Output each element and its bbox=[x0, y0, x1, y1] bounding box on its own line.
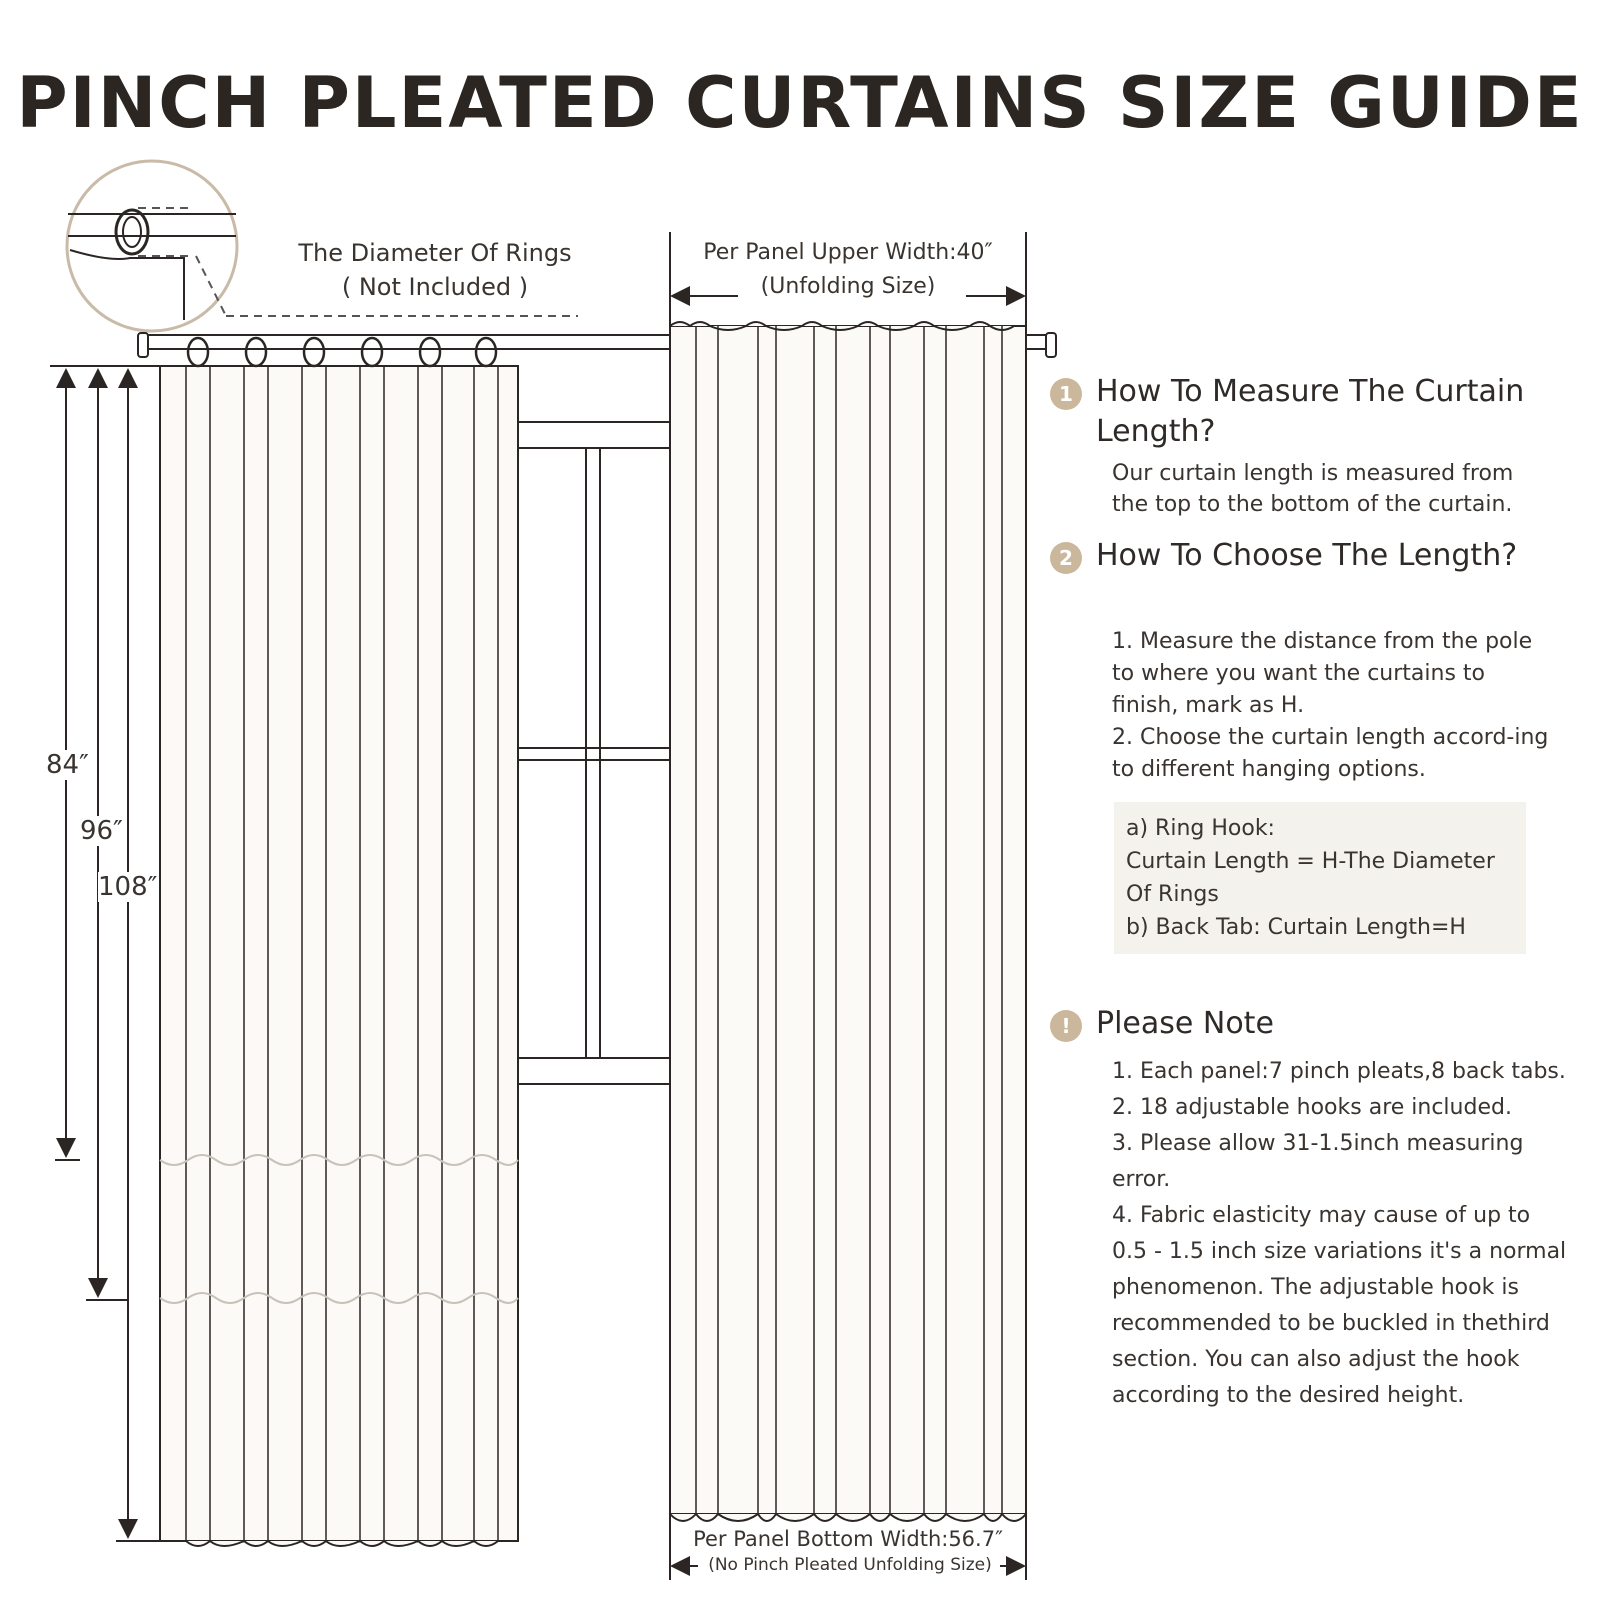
note-item: 4. Fabric elasticity may cause of up to 0.5 - 1.5 inch size variations it's a normal phenomenon. The adjustable hook is recommended to be buckled in thethird section. You can also adjust the hook according to the desired height. bbox=[1112, 1203, 1567, 1408]
upper-width-label-line1: Per Panel Upper Width:40″ bbox=[703, 240, 993, 265]
ring-hook-label: a) Ring Hook: bbox=[1126, 816, 1275, 841]
back-tab-formula: b) Back Tab: Curtain Length=H bbox=[1126, 915, 1466, 940]
right-curtain bbox=[670, 322, 1026, 1521]
choose-step-1: 1. Measure the distance from the pole to where you want the curtains to finish, mark as H. bbox=[1112, 629, 1533, 718]
choose-step-2: 2. Choose the curtain length accord-ing to different hanging options. bbox=[1112, 725, 1549, 782]
length-label-96: 96″ bbox=[80, 816, 123, 846]
ring-diameter-label-line2: ( Not Included ) bbox=[341, 273, 529, 301]
page-title: PINCH PLEATED CURTAINS SIZE GUIDE bbox=[16, 62, 1584, 144]
measure-section-heading bbox=[1059, 372, 1542, 452]
choose-heading: How To Choose The Length? bbox=[1096, 538, 1518, 573]
bottom-width-label-line1: Per Panel Bottom Width:56.7″ bbox=[693, 1527, 1003, 1551]
step-1-badge: 1 bbox=[1050, 378, 1082, 410]
warning-icon: ! bbox=[1050, 1010, 1082, 1042]
ring-diameter-label bbox=[270, 236, 600, 304]
note-item: 2. 18 adjustable hooks are included. bbox=[1112, 1095, 1512, 1120]
step-2-badge: 2 bbox=[1050, 542, 1082, 574]
ring-hook-formula: Curtain Length = H-The Diameter Of Rings bbox=[1126, 849, 1495, 907]
upper-width-label bbox=[672, 236, 1024, 304]
bottom-width-label bbox=[672, 1526, 1024, 1552]
left-curtain bbox=[160, 338, 518, 1546]
note-section-heading bbox=[1062, 1004, 1542, 1044]
window-frame bbox=[518, 422, 670, 1084]
ring-diameter-label-line1: The Diameter Of Rings bbox=[298, 239, 572, 267]
hanging-options-box bbox=[1114, 802, 1526, 954]
measure-heading: How To Measure The Curtain Length? bbox=[1096, 374, 1525, 449]
length-label-108: 108″ bbox=[98, 872, 158, 902]
upper-width-label-line2: (Unfolding Size) bbox=[760, 274, 936, 299]
length-label-84: 84″ bbox=[46, 750, 89, 780]
measure-paragraph: Our curtain length is measured from the top to the bottom of the curtain. bbox=[1112, 461, 1514, 517]
choose-steps bbox=[1112, 626, 1552, 786]
choose-section-heading bbox=[1059, 536, 1542, 576]
measure-text bbox=[1112, 458, 1552, 520]
bottom-width-sublabel: (No Pinch Pleated Unfolding Size) bbox=[700, 1555, 1000, 1575]
note-item: 1. Each panel:7 pinch pleats,8 back tabs. bbox=[1112, 1059, 1566, 1084]
note-item: 3. Please allow 31-1.5inch measuring error. bbox=[1112, 1131, 1524, 1192]
note-heading: Please Note bbox=[1096, 1006, 1274, 1041]
length-dimension-lines bbox=[50, 366, 160, 1541]
note-list bbox=[1112, 1054, 1572, 1414]
